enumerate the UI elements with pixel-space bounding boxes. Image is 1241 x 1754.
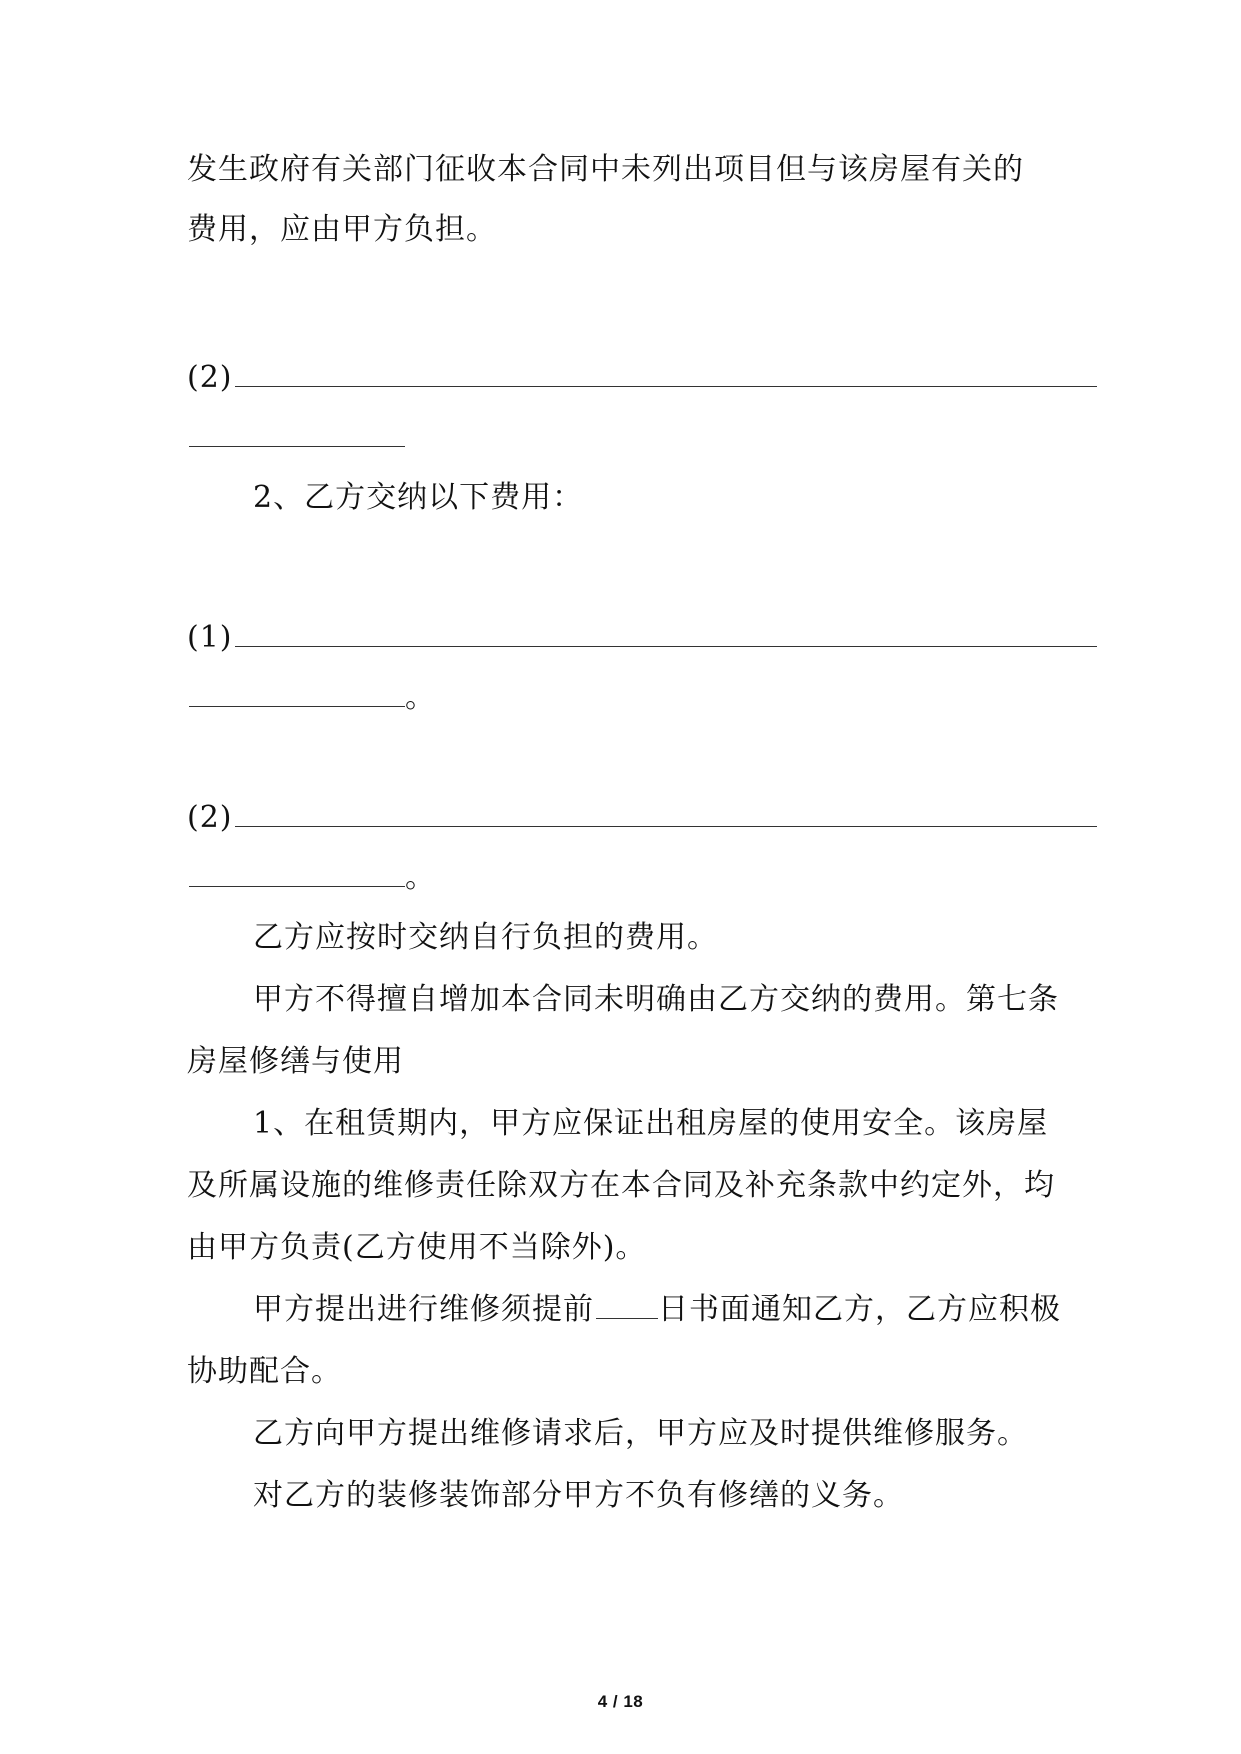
blank-continuation [187,418,405,458]
fill-in-blank [596,1296,658,1319]
paragraph-line: 甲方不得擅自增加本合同未明确由乙方交纳的费用。第七条 [253,982,1059,1017]
fill-in-blank [235,364,1097,387]
paragraph-line: 乙方应按时交纳自行负担的费用。 [253,920,718,955]
paragraph-line: 甲方提出进行维修须提前 日书面通知乙方，乙方应积极 [253,1292,1061,1327]
blank-continuation: 。 [187,678,436,718]
paragraph-line: 对乙方的装修装饰部分甲方不负有修缮的义务。 [253,1478,904,1513]
paragraph-line: 乙方向甲方提出维修请求后，甲方应及时提供维修服务。 [253,1416,1028,1451]
paragraph-line: 协助配合。 [187,1354,342,1389]
paragraph-line: 房屋修缮与使用 [187,1044,404,1079]
fill-in-blank [189,864,405,887]
fill-in-blank [189,424,405,447]
paragraph-line: 由甲方负责(乙方使用不当除外)。 [187,1230,647,1265]
paragraph-line: 费用，应由甲方负担。 [187,212,497,247]
paragraph-line: 及所属设施的维修责任除双方在本合同及补充条款中约定外，均 [187,1168,1055,1203]
fill-in-blank [189,684,405,707]
fill-in-blank [235,624,1097,647]
page-number: 4 / 18 [597,1692,644,1711]
blank-item-2: (2) [187,798,1097,838]
paragraph-line: 1、在租赁期内，甲方应保证出租房屋的使用安全。该房屋 [253,1106,1049,1141]
fill-in-blank [235,804,1097,827]
blank-continuation: 。 [187,858,436,898]
paragraph-line: 发生政府有关部门征收本合同中未列出项目但与该房屋有关的 [187,152,1024,187]
blank-item-2: (2) [187,358,1097,398]
blank-item-1: (1) [187,618,1097,658]
section-heading: 2、乙方交纳以下费用： [253,480,584,515]
